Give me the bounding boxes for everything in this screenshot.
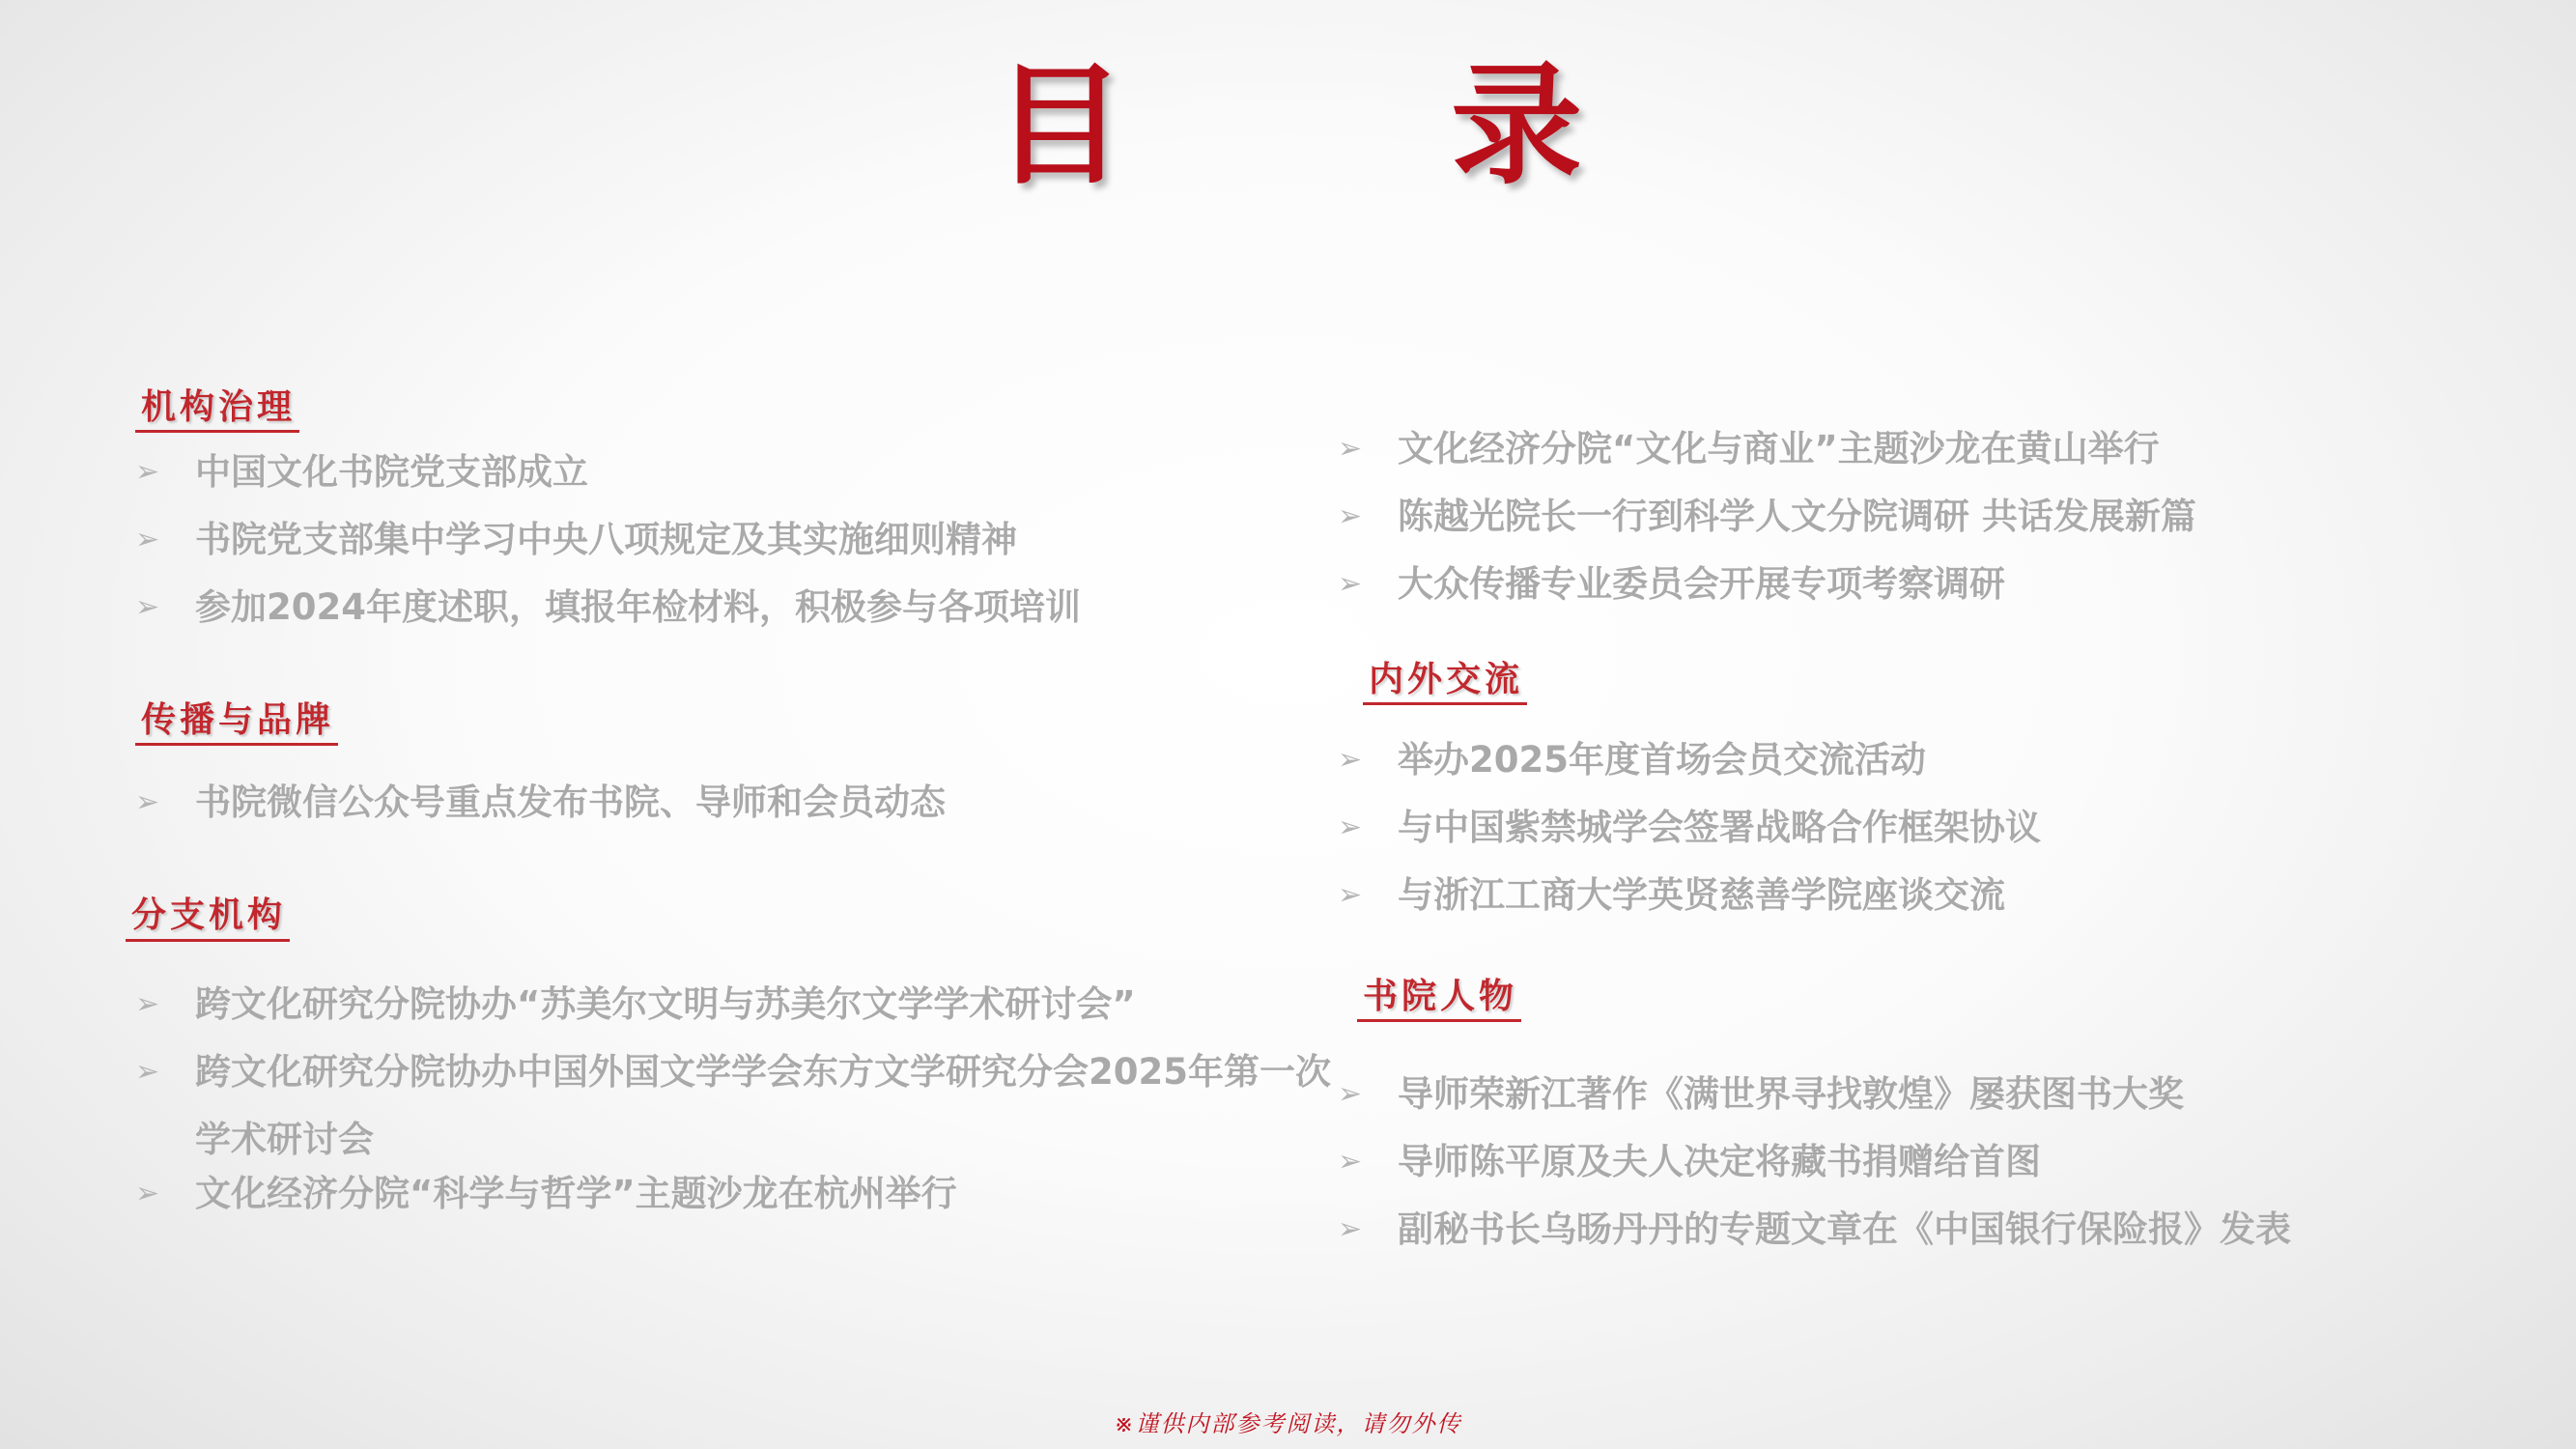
list-item-text: 文化经济分院“科学与哲学”主题沙龙在杭州举行 xyxy=(195,1172,957,1214)
list-item xyxy=(1338,726,2497,794)
list-item xyxy=(1338,551,2497,618)
list-item-text: 导师陈平原及夫人决定将藏书捐赠给首图 xyxy=(1398,1141,2041,1183)
list-item-text: 书院微信公众号重点发布书院、导师和会员动态 xyxy=(195,781,946,824)
arrow-bullet-icon: ➢ xyxy=(135,986,160,1021)
section-governance xyxy=(135,386,1294,641)
list-item-text: 副秘书长乌旸丹丹的专题文章在《中国银行保险报》发表 xyxy=(1398,1208,2291,1251)
list-item-text: 举办2025年度首场会员交流活动 xyxy=(1398,739,1926,781)
list-item xyxy=(1338,1061,2497,1128)
arrow-bullet-icon: ➢ xyxy=(1338,878,1363,913)
list-item-text: 导师荣新江著作《满世界寻找敦煌》屡获图书大奖 xyxy=(1398,1073,2184,1116)
arrow-bullet-icon: ➢ xyxy=(1338,1145,1363,1179)
arrow-bullet-icon: ➢ xyxy=(1338,1077,1363,1112)
section-heading-communication-brand: 传播与品牌 xyxy=(135,699,338,746)
list-item xyxy=(1338,862,2497,929)
arrow-bullet-icon: ➢ xyxy=(1338,567,1363,601)
list-item-text: 大众传播专业委员会开展专项考察调研 xyxy=(1398,563,2005,605)
list-item xyxy=(1338,794,2497,862)
arrow-bullet-icon: ➢ xyxy=(135,1176,160,1210)
section-heading-governance: 机构治理 xyxy=(135,386,299,433)
list-item-text: 参加2024年度述职，填报年检材料，积极参与各项培训 xyxy=(195,586,1081,629)
confidentiality-footer: ※谨供内部参考阅读，请勿外传 xyxy=(1114,1410,1462,1437)
arrow-bullet-icon: ➢ xyxy=(135,523,160,557)
section-heading-exchange: 内外交流 xyxy=(1363,659,1527,705)
section-heading-branches: 分支机构 xyxy=(126,895,290,941)
list-item-text: 文化经济分院“文化与商业”主题沙龙在黄山举行 xyxy=(1398,428,2160,469)
list-item-text: 与中国紫禁城学会签署战略合作框架协议 xyxy=(1398,807,2041,849)
list-item xyxy=(1338,1128,2497,1196)
list-item xyxy=(135,971,1294,1038)
left-column xyxy=(131,386,1331,1228)
list-item xyxy=(1338,415,2497,483)
list-item xyxy=(1338,1196,2497,1264)
arrow-bullet-icon: ➢ xyxy=(1338,432,1363,466)
list-item-text: 陈越光院长一行到科学人文分院调研 共话发展新篇 xyxy=(1398,496,2196,537)
arrow-bullet-icon: ➢ xyxy=(135,785,160,820)
arrow-bullet-icon: ➢ xyxy=(1338,499,1363,533)
arrow-bullet-icon: ➢ xyxy=(1338,743,1363,778)
list-item xyxy=(135,574,1294,641)
section-branches xyxy=(131,895,1331,1227)
list-item xyxy=(135,1160,1294,1228)
section-people xyxy=(1338,976,2497,1264)
list-item xyxy=(135,506,1294,574)
arrow-bullet-icon: ➢ xyxy=(135,590,160,625)
list-item xyxy=(135,769,1294,837)
list-item xyxy=(135,1038,1335,1174)
arrow-bullet-icon: ➢ xyxy=(1338,1212,1363,1247)
list-item-text: 跨文化研究分院协办“苏美尔文明与苏美尔文学学术研讨会” xyxy=(195,982,1136,1025)
page-title: 目 录 xyxy=(993,48,1723,203)
arrow-bullet-icon: ➢ xyxy=(135,455,160,490)
right-column xyxy=(1338,415,2497,1264)
list-item xyxy=(1338,483,2497,551)
arrow-bullet-icon: ➢ xyxy=(135,1054,160,1089)
arrow-bullet-icon: ➢ xyxy=(1338,810,1363,845)
section-communication-brand xyxy=(135,699,1294,837)
list-item-text: 中国文化书院党支部成立 xyxy=(195,451,588,494)
section-heading-people: 书院人物 xyxy=(1357,976,1521,1022)
list-item-text: 书院党支部集中学习中央八项规定及其实施细则精神 xyxy=(195,519,1017,561)
list-item-text: 与浙江工商大学英贤慈善学院座谈交流 xyxy=(1398,874,2005,917)
list-item xyxy=(135,439,1294,506)
list-item-text: 跨文化研究分院协办中国外国文学学会东方文学研究分会2025年第一次学术研讨会 xyxy=(195,1050,1331,1160)
section-branches-continued xyxy=(1338,415,2497,618)
section-exchange xyxy=(1338,659,2497,929)
